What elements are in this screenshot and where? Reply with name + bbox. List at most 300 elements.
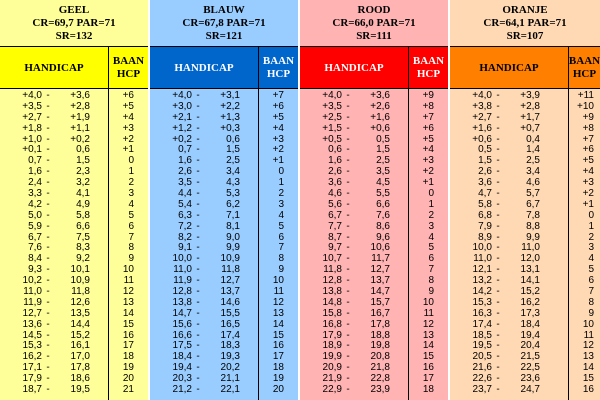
handicap-from: 7,7 [328,220,342,232]
range-dash: - [196,220,200,232]
range-dash: - [46,144,50,156]
handicap-to: 24,7 [520,384,540,396]
handicap-from: 12,7 [22,307,42,319]
handicap-to: 21,1 [220,373,240,385]
handicap-from: 18,7 [22,384,42,396]
range-dash: - [496,90,500,101]
handicap-to: 8,3 [76,242,90,254]
course-handicap: 13 [582,351,594,363]
handicap-to: 6,6 [376,198,390,210]
handicap-to: +3,6 [70,90,90,101]
table-row [450,167,600,178]
course-handicap: +2 [582,188,594,200]
range-dash: - [46,264,50,276]
handicap-from: 16,8 [322,318,342,330]
handicap-to: 8,1 [226,220,240,232]
handicap-to: 17,8 [370,318,390,330]
handicap-from: +3,0 [172,100,192,112]
handicap-to: 1,5 [226,144,240,156]
handicap-from: 13,8 [172,296,192,308]
range-dash: - [46,220,50,232]
course-handicap: 5 [128,209,134,221]
course-handicap: +9 [422,90,434,101]
handicap-to: 3,4 [226,166,240,178]
range-dash: - [46,209,50,221]
course-handicap: +5 [272,111,284,123]
handicap-to: 5,3 [226,188,240,200]
table-row [0,385,148,396]
handicap-to: 0,6 [76,144,90,156]
range-dash: - [496,253,500,265]
handicap-from: +2,1 [172,111,192,123]
handicap-to: 18,6 [70,373,90,385]
handicap-rows [300,91,448,396]
handicap-to: 1,4 [526,144,540,156]
handicap-to: 8,6 [376,220,390,232]
course-handicap: 9 [128,253,134,265]
handicap-from: 11,9 [173,275,192,287]
course-handicap: 16 [422,362,434,374]
course-handicap: 11 [273,286,284,298]
handicap-to: 7,8 [526,209,540,221]
course-handicap: 2 [278,188,284,200]
handicap-to: +0,6 [370,122,390,134]
tee-line2: CR=67,8 PAR=71 [182,17,266,29]
course-handicap: 10 [422,296,434,308]
table-row [150,156,298,167]
table-row [300,189,448,200]
handicap-to: 4,1 [76,188,90,200]
range-dash: - [346,318,350,330]
table-row [300,200,448,211]
table-row [450,211,600,222]
handicap-from: 14,5 [22,329,42,341]
course-handicap: 13 [122,296,134,308]
table-row [450,156,600,167]
handicap-to: +2,8 [70,100,90,112]
handicap-to: +0,7 [520,122,540,134]
handicap-to: 12,7 [370,264,390,276]
range-dash: - [46,111,50,123]
table-row [0,124,148,135]
range-dash: - [196,198,200,210]
table-row [0,178,148,189]
course-handicap: +1 [422,177,434,189]
range-dash: - [196,111,200,123]
range-dash: - [46,122,50,134]
range-dash: - [496,362,500,374]
range-dash: - [346,144,350,156]
course-handicap: 1 [278,177,284,189]
handicap-to: 20,2 [220,362,240,374]
handicap-from: 6,7 [28,231,42,243]
range-dash: - [196,253,200,265]
handicap-to: 13,1 [520,264,540,276]
range-dash: - [196,188,200,200]
handicap-from: 20,5 [472,351,492,363]
table-row [150,233,298,244]
handicap-to: 9,6 [376,231,390,243]
handicap-from: 2,4 [28,177,42,189]
handicap-to: 20,4 [520,340,540,352]
panel-oranje [450,0,600,400]
range-dash: - [496,144,500,156]
course-handicap: +2 [272,144,284,156]
tee-name: ROOD [357,4,391,16]
handicap-to: 9,9 [526,231,540,243]
range-dash: - [496,198,500,210]
table-row [0,233,148,244]
course-handicap: +8 [582,122,594,134]
course-handicap: 12 [122,286,134,298]
range-dash: - [496,340,500,352]
handicap-from: +2,7 [472,111,492,123]
handicap-from: 2,6 [328,166,342,178]
handicap-from: +0,1 [22,144,42,156]
range-dash: - [346,155,350,167]
range-dash: - [496,286,500,298]
range-dash: - [46,384,50,396]
table-row [150,222,298,233]
range-dash: - [46,275,50,287]
baan-hcp-label: BAAN [262,55,295,67]
range-dash: - [496,329,500,341]
course-handicap: 16 [582,384,594,396]
handicap-from: 17,1 [22,362,42,374]
divider [150,88,298,89]
handicap-to: +1,9 [70,111,90,123]
course-handicap: 8 [428,275,434,287]
column-headers [150,47,298,89]
tee-name: GEEL [58,4,90,16]
table-row [150,189,298,200]
table-row [300,124,448,135]
course-handicap: +7 [582,133,594,145]
range-dash: - [346,384,350,396]
course-handicap: +4 [582,166,594,178]
handicap-from: +3,8 [472,100,492,112]
handicap-from: 10,7 [322,253,342,265]
handicap-from: 4,6 [328,188,342,200]
range-dash: - [196,90,200,101]
handicap-to: +2,2 [220,100,240,112]
handicap-to: +2,6 [370,100,390,112]
course-handicap: 15 [582,373,594,385]
handicap-to: 10,9 [220,253,240,265]
course-handicap: 6 [428,253,434,265]
tee-line2: CR=64,1 PAR=71 [483,17,567,29]
course-handicap: 13 [272,307,284,319]
handicap-to: 14,6 [220,296,240,308]
handicap-from: 10,0 [172,253,192,265]
handicap-to: 22,1 [220,384,240,396]
handicap-to: 7,1 [226,209,240,221]
course-handicap: 9 [278,264,284,276]
handicap-from: 2,6 [478,166,492,178]
table-row [450,200,600,211]
course-handicap: 20 [272,384,284,396]
handicap-from: 0,5 [478,144,492,156]
handicap-from: 7,9 [478,220,492,232]
course-handicap: 8 [278,253,284,265]
course-handicap: 18 [122,351,134,363]
handicap-to: 9,0 [226,231,240,243]
handicap-to: 14,7 [370,286,390,298]
course-handicap: 8 [588,296,594,308]
handicap-to: 14,4 [70,318,90,330]
course-handicap: 11 [423,307,434,319]
range-dash: - [46,340,50,352]
course-handicap: 15 [422,351,434,363]
handicap-from: +4,0 [172,90,192,101]
handicap-from: +4,0 [472,90,492,101]
tee-header-geel [0,0,148,46]
baan-hcp-label: BAAN [112,55,145,67]
range-dash: - [346,133,350,145]
range-dash: - [196,242,200,254]
range-dash: - [196,122,200,134]
course-handicap: 2 [128,177,134,189]
table-row [300,385,448,396]
baan-hcp-label: HCP [116,68,141,80]
course-handicap: 7 [428,264,434,276]
table-row [150,200,298,211]
handicap-from: +1,2 [172,122,192,134]
range-dash: - [196,329,200,341]
range-dash: - [346,296,350,308]
course-handicap: +6 [122,90,134,101]
handicap-from: 17,4 [472,318,492,330]
course-handicap: 12 [582,340,594,352]
range-dash: - [346,111,350,123]
table-row [150,178,298,189]
course-handicap: 3 [278,198,284,210]
course-handicap: +8 [422,100,434,112]
range-dash: - [46,177,50,189]
handicap-from: 21,6 [472,362,492,374]
table-row [450,135,600,146]
handicap-from: 6,8 [478,209,492,221]
handicap-to: 4,3 [226,177,240,189]
course-handicap: 2 [588,231,594,243]
handicap-to: +3,1 [220,90,240,101]
course-handicap: 1 [588,220,594,232]
divider [300,88,448,89]
handicap-to: +3,9 [520,90,540,101]
table-row [150,385,298,396]
range-dash: - [496,373,500,385]
handicap-to: 4,5 [376,177,390,189]
handicap-to: 11,8 [71,286,90,298]
course-handicap: 6 [128,220,134,232]
handicap-rows [0,91,148,396]
handicap-from: 15,6 [172,318,192,330]
course-handicap: 1 [428,198,434,210]
range-dash: - [346,307,350,319]
range-dash: - [346,373,350,385]
handicap-from: +2,5 [322,111,342,123]
handicap-from: +1,6 [472,122,492,134]
course-handicap: 20 [122,373,134,385]
handicap-from: 1,6 [178,155,192,167]
baan-hcp-header [409,47,448,89]
range-dash: - [46,296,50,308]
handicap-from: 3,6 [328,177,342,189]
range-dash: - [196,209,200,221]
range-dash: - [46,90,50,101]
handicap-to: 5,7 [526,188,540,200]
course-handicap: 9 [428,286,434,298]
range-dash: - [196,275,200,287]
handicap-to: 2,5 [526,155,540,167]
handicap-to: 13,7 [220,286,240,298]
range-dash: - [346,231,350,243]
course-handicap: +5 [582,155,594,167]
course-handicap: +5 [122,100,134,112]
table-row [0,243,148,254]
range-dash: - [196,351,200,363]
handicap-from: 3,6 [478,177,492,189]
handicap-to: 16,7 [370,307,390,319]
range-dash: - [346,253,350,265]
handicap-from: 13,2 [472,275,492,287]
course-handicap: +3 [272,133,284,145]
course-handicap: 14 [582,362,594,374]
handicap-header: HANDICAP [300,47,408,89]
range-dash: - [46,198,50,210]
handicap-to: 23,9 [370,384,390,396]
range-dash: - [196,100,200,112]
range-dash: - [496,209,500,221]
handicap-to: 3,4 [526,166,540,178]
handicap-to: +1,6 [370,111,390,123]
range-dash: - [346,362,350,374]
course-handicap: 8 [128,242,134,254]
handicap-to: 9,2 [76,253,90,265]
course-handicap: 6 [588,275,594,287]
handicap-to: 6,7 [526,198,540,210]
course-handicap: 7 [128,231,134,243]
column-headers [450,47,600,89]
baan-hcp-label: HCP [416,68,441,80]
handicap-from: 7,2 [178,220,192,232]
handicap-from: +4,0 [322,90,342,101]
handicap-to: 16,2 [520,296,540,308]
course-handicap: 2 [428,209,434,221]
range-dash: - [196,296,200,308]
handicap-from: 17,9 [22,373,42,385]
course-handicap: 18 [422,384,434,396]
handicap-rows [450,91,600,396]
handicap-to: 19,3 [220,351,240,363]
handicap-to: +0,2 [70,133,90,145]
handicap-from: +0,6 [472,133,492,145]
handicap-from: 5,0 [28,209,42,221]
handicap-from: 14,2 [472,286,492,298]
handicap-to: 10,6 [370,242,390,254]
course-handicap: +3 [422,155,434,167]
handicap-from: 0,6 [328,144,342,156]
handicap-from: 16,6 [172,329,192,341]
table-row [150,211,298,222]
handicap-from: 16,2 [22,351,42,363]
tee-name: ORANJE [502,4,548,16]
course-handicap: +7 [272,90,284,101]
course-handicap: 4 [128,198,134,210]
handicap-to: +0,3 [220,122,240,134]
course-handicap: +6 [582,144,594,156]
range-dash: - [496,100,500,112]
handicap-to: 0,4 [526,133,540,145]
range-dash: - [346,209,350,221]
handicap-to: 5,8 [76,209,90,221]
handicap-from: 9,7 [328,242,342,254]
table-row [0,222,148,233]
tee-line3: SR=107 [506,30,544,42]
baan-hcp-header [109,47,148,89]
range-dash: - [46,100,50,112]
handicap-from: 1,6 [28,166,42,178]
table-row [450,222,600,233]
course-handicap: +10 [577,100,594,112]
handicap-from: 9,1 [178,242,192,254]
range-dash: - [196,155,200,167]
range-dash: - [196,286,200,298]
course-handicap: +9 [582,111,594,123]
handicap-from: 21,9 [322,373,342,385]
handicap-from: 10,0 [472,242,492,254]
range-dash: - [496,275,500,287]
handicap-to: 22,5 [520,362,540,374]
course-handicap: +7 [422,111,434,123]
handicap-to: 8,8 [526,220,540,232]
tee-line3: SR=111 [356,30,392,42]
handicap-from: +0,5 [322,133,342,145]
table-row [300,222,448,233]
handicap-to: 16,5 [220,318,240,330]
handicap-to: 11,0 [521,242,540,254]
course-handicap: +2 [122,133,134,145]
course-handicap: 10 [582,318,594,330]
handicap-from: +0,2 [172,133,192,145]
handicap-from: 8,7 [328,231,342,243]
handicap-from: 13,8 [322,286,342,298]
course-handicap: +3 [582,177,594,189]
range-dash: - [346,90,350,101]
handicap-from: 14,7 [172,307,192,319]
handicap-to: +3,6 [370,90,390,101]
handicap-from: 5,6 [328,198,342,210]
handicap-to: 1,5 [376,144,390,156]
course-handicap: 14 [422,340,434,352]
handicap-to: 6,6 [76,220,90,232]
handicap-to: 17,4 [220,329,240,341]
course-handicap: 19 [272,373,284,385]
course-handicap: +4 [272,122,284,134]
handicap-from: 20,9 [322,362,342,374]
handicap-from: 5,8 [478,198,492,210]
handicap-to: 4,9 [76,198,90,210]
range-dash: - [346,351,350,363]
handicap-to: 12,0 [520,253,540,265]
handicap-from: 15,8 [322,307,342,319]
course-handicap: 3 [428,220,434,232]
range-dash: - [46,362,50,374]
range-dash: - [346,198,350,210]
handicap-from: 19,4 [172,362,192,374]
handicap-to: 17,0 [70,351,90,363]
range-dash: - [346,264,350,276]
